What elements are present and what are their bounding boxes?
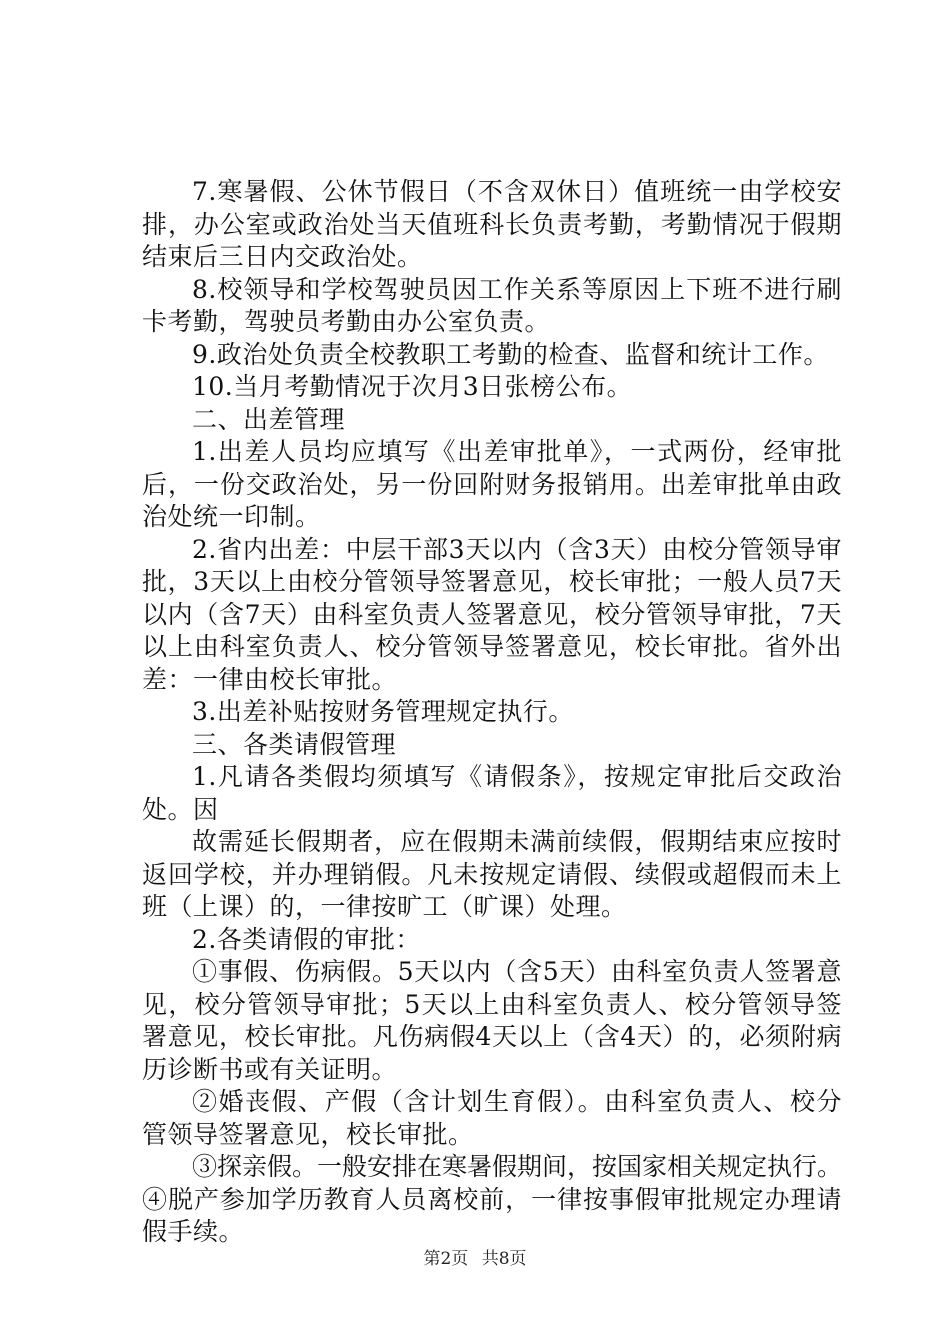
page-footer	[0, 1244, 950, 1269]
paragraph-leave-item-1: ①事假、伤病假。5天以内（含5天）由科室负责人签署意见，校分管领导审批；5天以上由科室负责人、校分管领导签署意见，校长审批。凡伤病假4天以上（含4天）的，必须附病历诊断书或有关证明。	[142, 957, 842, 1084]
paragraph-9: 9.政治处负责全校教职工考勤的检查、监督和统计工作。	[192, 339, 829, 369]
paragraph-7: 7.寒暑假、公休节假日（不含双休日）值班统一由学校安排，办公室或政治处当天值班科长负责考勤，考勤情况于假期结束后三日内交政治处。	[142, 177, 842, 271]
page-number: 第2页	[423, 1249, 469, 1269]
section-heading-business-trip: 二、出差管理	[192, 404, 346, 434]
paragraph-10: 10.当月考勤情况于次月3日张榜公布。	[192, 372, 633, 401]
paragraph-trip-2: 2.省内出差：中层干部3天以内（含3天）由校分管领导审批，3天以上由校分管领导签署意见，校长审批；一般人员7天以内（含7天）由科室负责人签署意见，校分管领导审批，7天以上由科室负责人、校分管领导签署意见，校长审批。省外出差：一律由校长审批。	[142, 534, 842, 694]
paragraph-8: 8.校领导和学校驾驶员因工作关系等原因上下班不进行刷卡考勤，驾驶员考勤由办公室负责。	[142, 274, 842, 336]
paragraph-leave-item-4: ④脱产参加学历教育人员离校前，一律按事假审批规定办理请假手续。	[142, 1184, 842, 1246]
paragraph-trip-1: 1.出差人员均应填写《出差审批单》，一式两份，经审批后，一份交政治处，另一份回附财务报销用。出差审批单由政治处统一印制。	[142, 437, 842, 531]
paragraph-leave-item-3: ③探亲假。一般安排在寒暑假期间，按国家相关规定执行。	[192, 1152, 843, 1181]
paragraph-leave-item-2: ②婚丧假、产假（含计划生育假）。由科室负责人、校分管领导签署意见，校长审批。	[142, 1087, 842, 1149]
paragraph-leave-2: 2.各类请假的审批：	[192, 924, 421, 954]
page-total: 共8页	[481, 1249, 527, 1269]
section-heading-leave: 三、各类请假管理	[192, 729, 397, 759]
paragraph-trip-3: 3.出差补贴按财务管理规定执行。	[192, 697, 574, 726]
paragraph-leave-1-continued: 故需延长假期者，应在假期未满前续假，假期结束应按时返回学校，并办理销假。凡未按规定请假、续假或超假而未上班（上课）的，一律按旷工（旷课）处理。	[142, 827, 842, 921]
document-body	[142, 176, 842, 1249]
paragraph-leave-1: 1.凡请各类假均须填写《请假条》，按规定审批后交政治处。因	[142, 762, 842, 824]
